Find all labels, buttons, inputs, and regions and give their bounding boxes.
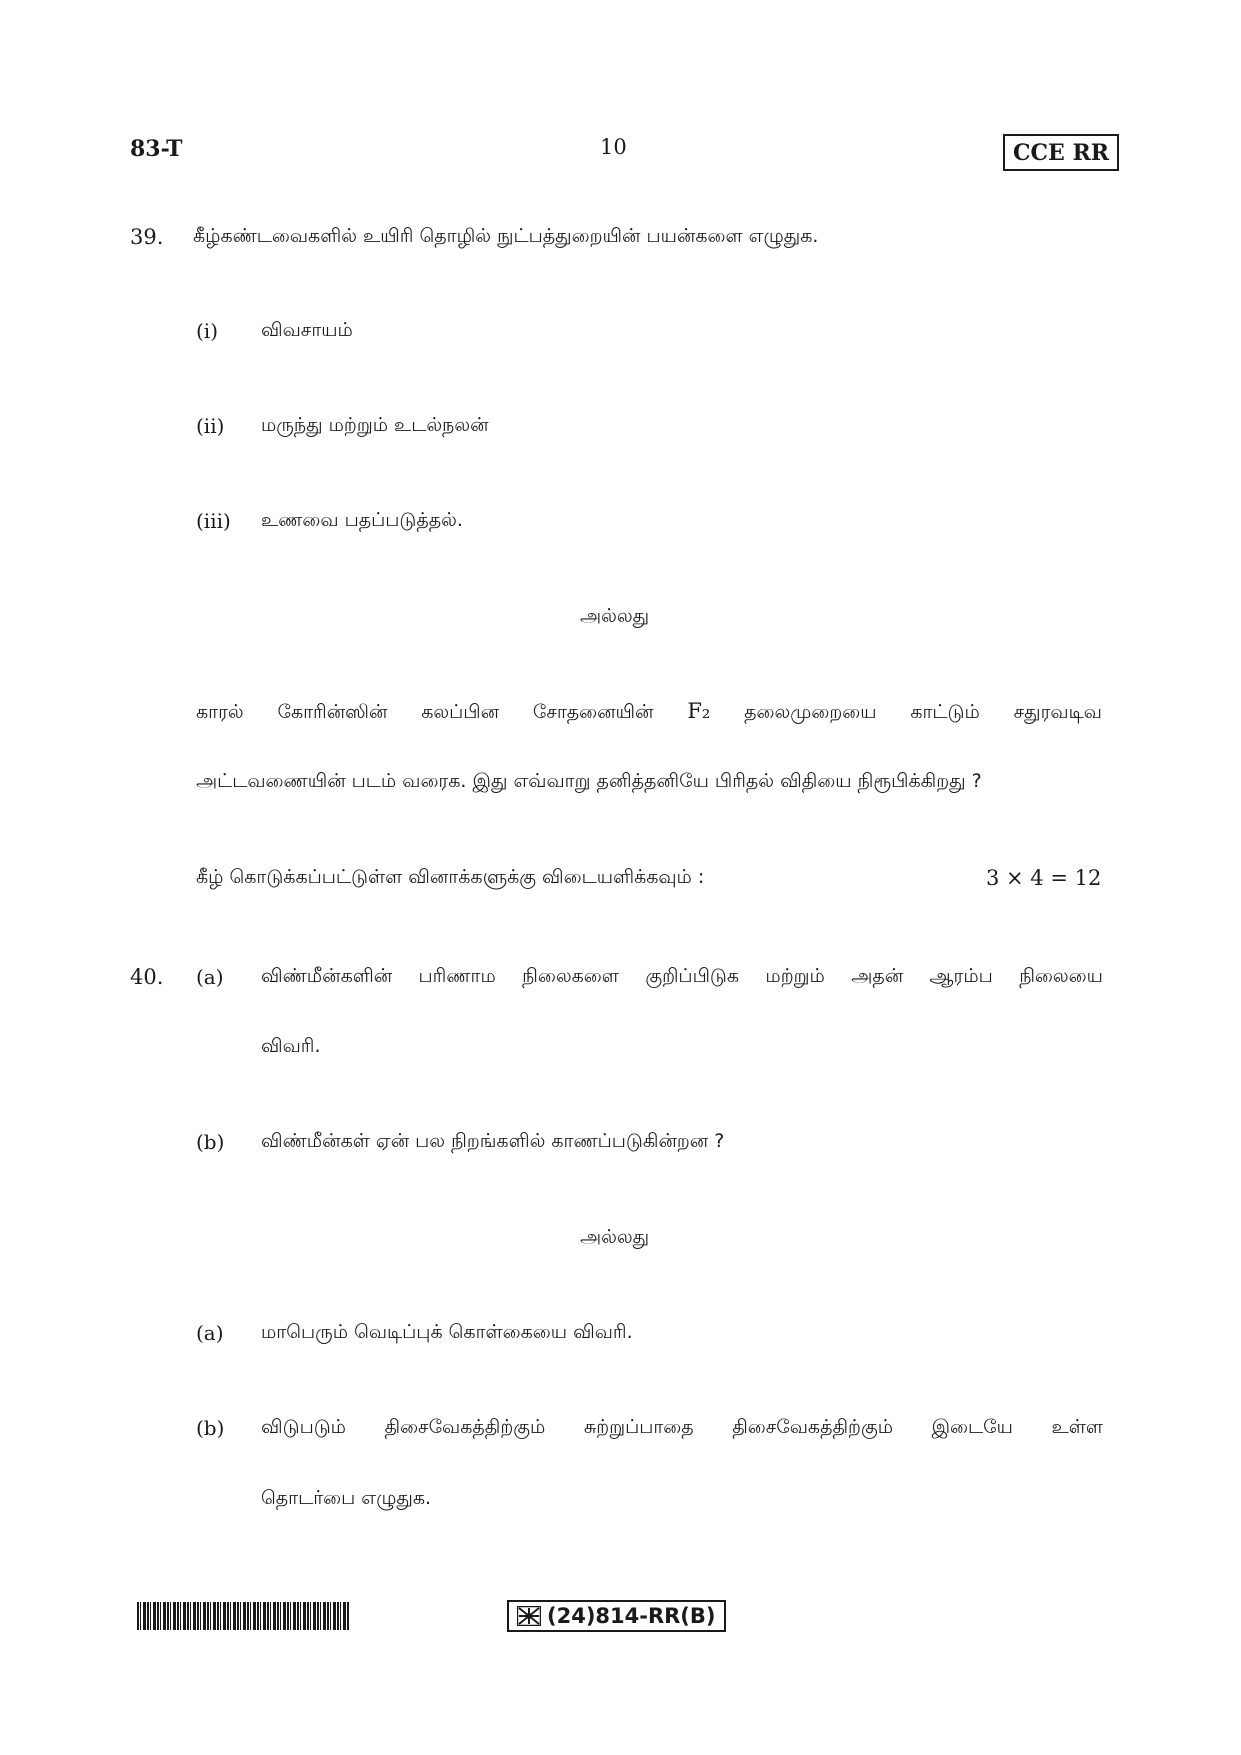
q40-a-word: நிலைகளை (522, 965, 619, 987)
q40-a-word: விண்மீன்களின் (261, 965, 393, 987)
q39-or-divider: அல்லது (580, 605, 650, 627)
q40-alt-b-line-2: தொடர்பை எழுதுக. (261, 1487, 432, 1509)
q40-alt-b-word: இடையே (931, 1416, 1013, 1438)
q40-a-word: அதன் (851, 965, 904, 987)
q40-a-line-2: விவரி. (261, 1035, 321, 1057)
q40-a-word: நிலையை (1019, 965, 1103, 987)
q40-a-word: ஆரம்ப (929, 965, 993, 987)
cce-rr-badge: CCE RR (1003, 134, 1119, 171)
alt-word: சதுரவடிவ (1013, 701, 1102, 723)
q39-item-i-label: (i) (196, 319, 219, 343)
f2-symbol: F₂ (687, 699, 711, 723)
q40-a-line-1 (261, 965, 1103, 990)
q39-item-iii-text: உணவை பதப்படுத்தல். (261, 509, 463, 531)
emblem-icon (517, 1606, 541, 1626)
q40-alt-b-word: சுற்றுப்பாதை (583, 1416, 694, 1438)
q40-a-word: மற்றும் (765, 965, 825, 987)
q39-alternative-line-1 (196, 699, 1102, 726)
section-instruction: கீழ் கொடுக்கப்பட்டுள்ள வினாக்களுக்கு விடையளிக்கவும் : (196, 866, 705, 888)
page-number: 10 (600, 135, 627, 159)
question-39-number: 39. (130, 225, 164, 249)
question-40-number: 40. (130, 965, 164, 989)
alt-word: தலைமுறையை (744, 701, 877, 723)
alt-word: கலப்பின (421, 701, 500, 723)
q40-a-word: பரிணாம (418, 965, 496, 987)
q40-or-divider: அல்லது (580, 1226, 650, 1248)
q40-alt-b-word: திசைவேகத்திற்கும் (732, 1416, 894, 1438)
q39-item-ii-text: மருந்து மற்றும் உடல்நலன் (261, 414, 489, 436)
q39-item-ii-label: (ii) (196, 414, 225, 438)
q40-alt-a-text: மாபெரும் வெடிப்புக் கொள்கையை விவரி. (261, 1321, 633, 1343)
q40-alt-a-label: (a) (196, 1321, 224, 1345)
footer-code-box (507, 1600, 726, 1632)
section-marks: 3 × 4 = 12 (986, 866, 1102, 890)
q39-item-i-text: விவசாயம் (261, 319, 353, 341)
q40-alt-b-label: (b) (196, 1416, 225, 1440)
q40-alt-b-word: உள்ள (1051, 1416, 1103, 1438)
footer-code: (24)814-RR(B) (547, 1604, 716, 1628)
alt-word: காரல் (196, 701, 244, 723)
paper-code: 83-T (130, 136, 183, 162)
q40-a-word: குறிப்பிடுக (645, 965, 740, 987)
q39-alternative-line-2: அட்டவணையின் படம் வரைக. இது எவ்வாறு தனித்தனியே பிரிதல் விதியை நிரூபிக்கிறது ? (196, 770, 982, 792)
question-39-text: கீழ்கண்டவைகளில் உயிரி தொழில் நுட்பத்துறையின் பயன்களை எழுதுக. (193, 225, 819, 247)
barcode (137, 1602, 349, 1630)
q39-item-iii-label: (iii) (196, 509, 231, 533)
q40-alt-b-line-1 (261, 1416, 1103, 1441)
q40-b-label: (b) (196, 1130, 225, 1154)
alt-word: கோரின்ஸின் (277, 701, 388, 723)
q40-alt-b-word: திசைவேகத்திற்கும் (384, 1416, 546, 1438)
alt-word: காட்டும் (910, 701, 980, 723)
alt-word: சோதனையின் (532, 701, 654, 723)
q40-alt-b-word: விடுபடும் (261, 1416, 346, 1438)
q40-a-label: (a) (196, 965, 224, 989)
q40-b-text: விண்மீன்கள் ஏன் பல நிறங்களில் காணப்படுகின்றன ? (261, 1130, 725, 1152)
